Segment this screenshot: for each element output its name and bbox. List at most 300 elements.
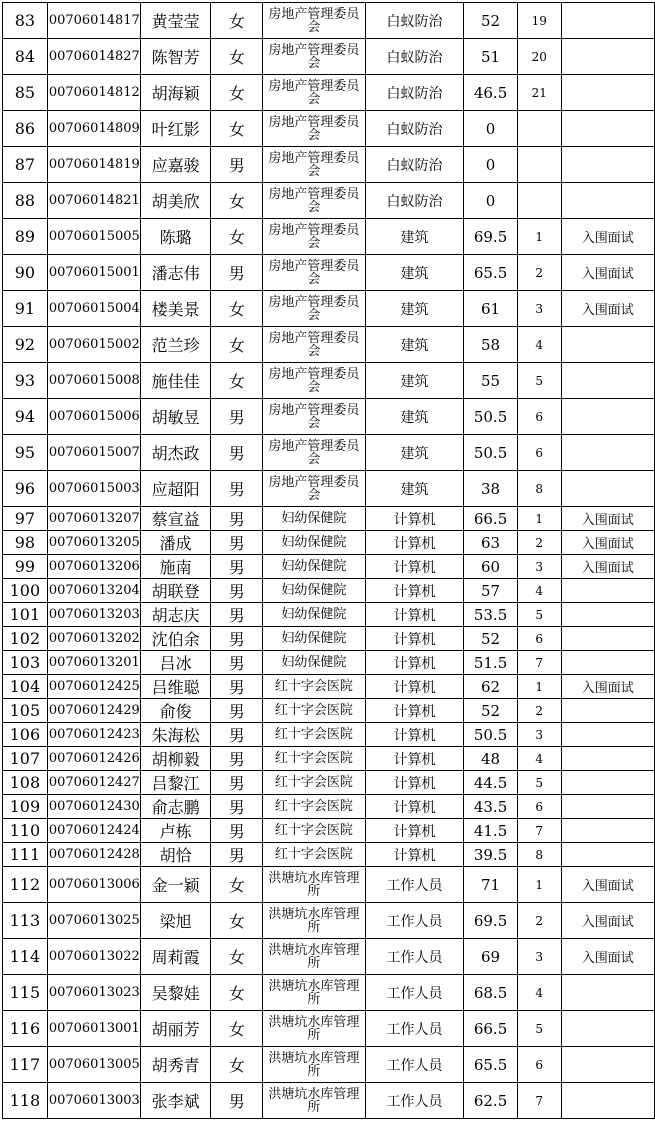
row-number: 110 <box>3 819 48 843</box>
row-number: 96 <box>3 471 48 507</box>
exam-rank: 8 <box>517 843 561 867</box>
candidate-name: 吕冰 <box>140 651 211 675</box>
table-row <box>3 603 655 627</box>
exam-rank: 3 <box>517 555 561 579</box>
candidate-id: 00706014827 <box>47 39 140 75</box>
exam-score: 51.5 <box>464 651 518 675</box>
exam-score: 58 <box>464 327 518 363</box>
employer-unit: 妇幼保健院 <box>263 603 366 627</box>
candidate-name: 胡敏昱 <box>140 399 211 435</box>
candidate-name: 胡丽芳 <box>140 1011 211 1047</box>
table-row <box>3 1047 655 1083</box>
candidate-name: 潘成 <box>140 531 211 555</box>
job-position: 计算机 <box>365 627 463 651</box>
candidate-name: 陈璐 <box>140 219 211 255</box>
candidate-id: 00706013003 <box>47 1083 140 1119</box>
candidate-name: 梁旭 <box>140 903 211 939</box>
job-position: 白蚁防治 <box>365 3 463 39</box>
interview-note <box>561 843 654 867</box>
row-number: 94 <box>3 399 48 435</box>
candidate-id: 00706014817 <box>47 3 140 39</box>
exam-rank: 19 <box>517 3 561 39</box>
job-position: 工作人员 <box>365 903 463 939</box>
row-number: 103 <box>3 651 48 675</box>
candidate-id: 00706015007 <box>47 435 140 471</box>
exam-score: 51 <box>464 39 518 75</box>
candidate-gender: 男 <box>211 795 263 819</box>
table-row <box>3 843 655 867</box>
row-number: 91 <box>3 291 48 327</box>
table-row <box>3 903 655 939</box>
interview-note: 入围面试 <box>561 867 654 903</box>
interview-note: 入围面试 <box>561 255 654 291</box>
candidate-name: 施佳佳 <box>140 363 211 399</box>
job-position: 计算机 <box>365 555 463 579</box>
exam-rank: 7 <box>517 819 561 843</box>
candidate-name: 蔡宣益 <box>140 507 211 531</box>
job-position: 计算机 <box>365 675 463 699</box>
candidate-name: 楼美景 <box>140 291 211 327</box>
employer-unit: 房地产管理委员会 <box>263 111 366 147</box>
exam-score: 71 <box>464 867 518 903</box>
job-position: 计算机 <box>365 747 463 771</box>
employer-unit: 房地产管理委员会 <box>263 75 366 111</box>
candidate-id: 00706015002 <box>47 327 140 363</box>
exam-score: 65.5 <box>464 255 518 291</box>
table-row <box>3 363 655 399</box>
table-row <box>3 39 655 75</box>
exam-score: 66.5 <box>464 1011 518 1047</box>
interview-note <box>561 399 654 435</box>
employer-unit: 洪塘坑水库管理所 <box>263 903 366 939</box>
interview-note: 入围面试 <box>561 939 654 975</box>
exam-rank <box>517 111 561 147</box>
employer-unit: 洪塘坑水库管理所 <box>263 1083 366 1119</box>
row-number: 108 <box>3 771 48 795</box>
candidate-name: 卢栋 <box>140 819 211 843</box>
row-number: 106 <box>3 723 48 747</box>
table-row <box>3 327 655 363</box>
candidate-name: 朱海松 <box>140 723 211 747</box>
row-number: 95 <box>3 435 48 471</box>
candidate-name: 陈智芳 <box>140 39 211 75</box>
interview-note <box>561 603 654 627</box>
row-number: 117 <box>3 1047 48 1083</box>
row-number: 93 <box>3 363 48 399</box>
candidate-id: 00706015008 <box>47 363 140 399</box>
candidate-name: 范兰珍 <box>140 327 211 363</box>
exam-score: 62 <box>464 675 518 699</box>
exam-score: 50.5 <box>464 399 518 435</box>
row-number: 102 <box>3 627 48 651</box>
table-row <box>3 507 655 531</box>
candidate-name: 胡美欣 <box>140 183 211 219</box>
candidate-gender: 男 <box>211 699 263 723</box>
employer-unit: 红十字会医院 <box>263 843 366 867</box>
employer-unit: 妇幼保健院 <box>263 579 366 603</box>
candidate-gender: 女 <box>211 939 263 975</box>
candidate-name: 胡秀青 <box>140 1047 211 1083</box>
employer-unit: 房地产管理委员会 <box>263 255 366 291</box>
table-row <box>3 1011 655 1047</box>
exam-rank: 5 <box>517 603 561 627</box>
employer-unit: 房地产管理委员会 <box>263 183 366 219</box>
job-position: 白蚁防治 <box>365 111 463 147</box>
candidate-id: 00706013022 <box>47 939 140 975</box>
row-number: 86 <box>3 111 48 147</box>
exam-rank: 7 <box>517 651 561 675</box>
employer-unit: 房地产管理委员会 <box>263 39 366 75</box>
interview-note <box>561 39 654 75</box>
candidate-id: 00706012423 <box>47 723 140 747</box>
interview-note <box>561 1011 654 1047</box>
exam-rank: 6 <box>517 795 561 819</box>
employer-unit: 房地产管理委员会 <box>263 219 366 255</box>
interview-note: 入围面试 <box>561 291 654 327</box>
row-number: 109 <box>3 795 48 819</box>
interview-note <box>561 627 654 651</box>
employer-unit: 红十字会医院 <box>263 771 366 795</box>
exam-rank: 6 <box>517 627 561 651</box>
candidate-gender: 女 <box>211 867 263 903</box>
exam-score: 68.5 <box>464 975 518 1011</box>
table-row <box>3 651 655 675</box>
table-row <box>3 771 655 795</box>
exam-score: 52 <box>464 699 518 723</box>
interview-note <box>561 75 654 111</box>
candidate-name: 胡海颖 <box>140 75 211 111</box>
candidate-id: 00706015006 <box>47 399 140 435</box>
table-row <box>3 579 655 603</box>
exam-score: 60 <box>464 555 518 579</box>
exam-rank <box>517 147 561 183</box>
job-position: 白蚁防治 <box>365 39 463 75</box>
job-position: 工作人员 <box>365 1011 463 1047</box>
exam-score: 69.5 <box>464 219 518 255</box>
job-position: 计算机 <box>365 603 463 627</box>
table-row <box>3 867 655 903</box>
results-table-body <box>3 3 655 1119</box>
table-row <box>3 747 655 771</box>
candidate-id: 00706014809 <box>47 111 140 147</box>
job-position: 工作人员 <box>365 1083 463 1119</box>
employer-unit: 房地产管理委员会 <box>263 399 366 435</box>
exam-score: 48 <box>464 747 518 771</box>
table-row <box>3 255 655 291</box>
row-number: 113 <box>3 903 48 939</box>
exam-score: 53.5 <box>464 603 518 627</box>
interview-note <box>561 471 654 507</box>
candidate-gender: 男 <box>211 723 263 747</box>
exam-score: 0 <box>464 147 518 183</box>
candidate-id: 00706012426 <box>47 747 140 771</box>
row-number: 84 <box>3 39 48 75</box>
candidate-id: 00706014819 <box>47 147 140 183</box>
job-position: 计算机 <box>365 651 463 675</box>
employer-unit: 房地产管理委员会 <box>263 147 366 183</box>
job-position: 工作人员 <box>365 975 463 1011</box>
candidate-id: 00706013025 <box>47 903 140 939</box>
candidate-name: 周莉霞 <box>140 939 211 975</box>
table-row <box>3 3 655 39</box>
candidate-id: 00706012429 <box>47 699 140 723</box>
candidate-gender: 女 <box>211 1047 263 1083</box>
employer-unit: 洪塘坑水库管理所 <box>263 1011 366 1047</box>
job-position: 白蚁防治 <box>365 147 463 183</box>
candidate-gender: 男 <box>211 627 263 651</box>
row-number: 105 <box>3 699 48 723</box>
candidate-gender: 男 <box>211 507 263 531</box>
job-position: 建筑 <box>365 291 463 327</box>
row-number: 83 <box>3 3 48 39</box>
candidate-id: 00706013001 <box>47 1011 140 1047</box>
job-position: 工作人员 <box>365 939 463 975</box>
exam-rank: 8 <box>517 471 561 507</box>
table-row <box>3 819 655 843</box>
exam-rank: 5 <box>517 363 561 399</box>
employer-unit: 房地产管理委员会 <box>263 471 366 507</box>
employer-unit: 妇幼保健院 <box>263 627 366 651</box>
employer-unit: 红十字会医院 <box>263 675 366 699</box>
exam-score: 57 <box>464 579 518 603</box>
job-position: 白蚁防治 <box>365 75 463 111</box>
exam-score: 41.5 <box>464 819 518 843</box>
interview-note <box>561 3 654 39</box>
interview-note <box>561 723 654 747</box>
job-position: 计算机 <box>365 507 463 531</box>
job-position: 建筑 <box>365 471 463 507</box>
exam-rank: 2 <box>517 699 561 723</box>
candidate-gender: 女 <box>211 975 263 1011</box>
candidate-gender: 男 <box>211 555 263 579</box>
candidate-gender: 男 <box>211 435 263 471</box>
row-number: 116 <box>3 1011 48 1047</box>
interview-note <box>561 1083 654 1119</box>
candidate-id: 00706012427 <box>47 771 140 795</box>
row-number: 104 <box>3 675 48 699</box>
exam-score: 0 <box>464 183 518 219</box>
employer-unit: 红十字会医院 <box>263 747 366 771</box>
candidate-name: 应超阳 <box>140 471 211 507</box>
table-row <box>3 183 655 219</box>
candidate-gender: 女 <box>211 183 263 219</box>
job-position: 建筑 <box>365 435 463 471</box>
interview-note: 入围面试 <box>561 507 654 531</box>
candidate-gender: 女 <box>211 39 263 75</box>
job-position: 建筑 <box>365 399 463 435</box>
candidate-gender: 男 <box>211 675 263 699</box>
employer-unit: 房地产管理委员会 <box>263 291 366 327</box>
interview-note: 入围面试 <box>561 219 654 255</box>
candidate-id: 00706013005 <box>47 1047 140 1083</box>
interview-note: 入围面试 <box>561 531 654 555</box>
candidate-id: 00706012430 <box>47 795 140 819</box>
exam-rank: 1 <box>517 675 561 699</box>
employer-unit: 红十字会医院 <box>263 699 366 723</box>
table-row <box>3 723 655 747</box>
table-row <box>3 795 655 819</box>
exam-rank: 3 <box>517 723 561 747</box>
employer-unit: 红十字会医院 <box>263 819 366 843</box>
table-row <box>3 399 655 435</box>
candidate-id: 00706014821 <box>47 183 140 219</box>
exam-rank: 5 <box>517 771 561 795</box>
candidate-gender: 男 <box>211 747 263 771</box>
employer-unit: 洪塘坑水库管理所 <box>263 867 366 903</box>
interview-note <box>561 435 654 471</box>
table-row <box>3 627 655 651</box>
exam-score: 63 <box>464 531 518 555</box>
candidate-gender: 女 <box>211 363 263 399</box>
candidate-gender: 女 <box>211 1011 263 1047</box>
interview-note <box>561 1047 654 1083</box>
candidate-gender: 男 <box>211 771 263 795</box>
job-position: 计算机 <box>365 699 463 723</box>
table-row <box>3 699 655 723</box>
employer-unit: 房地产管理委员会 <box>263 435 366 471</box>
exam-score: 39.5 <box>464 843 518 867</box>
row-number: 115 <box>3 975 48 1011</box>
exam-score: 46.5 <box>464 75 518 111</box>
exam-rank: 2 <box>517 255 561 291</box>
exam-score: 0 <box>464 111 518 147</box>
candidate-id: 00706013006 <box>47 867 140 903</box>
exam-rank: 1 <box>517 219 561 255</box>
exam-score: 65.5 <box>464 1047 518 1083</box>
candidate-gender: 女 <box>211 291 263 327</box>
table-row <box>3 219 655 255</box>
candidate-id: 00706013203 <box>47 603 140 627</box>
candidate-id: 00706013207 <box>47 507 140 531</box>
table-row <box>3 975 655 1011</box>
exam-rank: 3 <box>517 291 561 327</box>
exam-score: 55 <box>464 363 518 399</box>
interview-note <box>561 183 654 219</box>
candidate-gender: 男 <box>211 399 263 435</box>
row-number: 88 <box>3 183 48 219</box>
candidate-name: 胡柳毅 <box>140 747 211 771</box>
interview-note <box>561 771 654 795</box>
exam-score: 43.5 <box>464 795 518 819</box>
employer-unit: 房地产管理委员会 <box>263 3 366 39</box>
row-number: 97 <box>3 507 48 531</box>
candidate-name: 吕黎江 <box>140 771 211 795</box>
candidate-name: 施南 <box>140 555 211 579</box>
candidate-id: 00706014812 <box>47 75 140 111</box>
candidate-id: 00706012428 <box>47 843 140 867</box>
exam-score: 69.5 <box>464 903 518 939</box>
exam-rank: 2 <box>517 531 561 555</box>
row-number: 87 <box>3 147 48 183</box>
row-number: 107 <box>3 747 48 771</box>
employer-unit: 妇幼保健院 <box>263 507 366 531</box>
candidate-name: 胡恰 <box>140 843 211 867</box>
candidate-gender: 男 <box>211 603 263 627</box>
exam-rank: 21 <box>517 75 561 111</box>
candidate-id: 00706015003 <box>47 471 140 507</box>
exam-score: 52 <box>464 3 518 39</box>
exam-score: 69 <box>464 939 518 975</box>
interview-note: 入围面试 <box>561 555 654 579</box>
exam-rank: 4 <box>517 327 561 363</box>
job-position: 建筑 <box>365 255 463 291</box>
exam-score: 61 <box>464 291 518 327</box>
candidate-id: 00706012425 <box>47 675 140 699</box>
candidate-gender: 男 <box>211 651 263 675</box>
table-row <box>3 1083 655 1119</box>
exam-rank: 2 <box>517 903 561 939</box>
job-position: 工作人员 <box>365 1047 463 1083</box>
candidate-name: 胡志庆 <box>140 603 211 627</box>
candidate-gender: 男 <box>211 471 263 507</box>
interview-note <box>561 147 654 183</box>
candidate-name: 俞俊 <box>140 699 211 723</box>
interview-note: 入围面试 <box>561 903 654 939</box>
candidate-id: 00706013023 <box>47 975 140 1011</box>
candidate-name: 潘志伟 <box>140 255 211 291</box>
row-number: 112 <box>3 867 48 903</box>
employer-unit: 房地产管理委员会 <box>263 327 366 363</box>
candidate-name: 金一颖 <box>140 867 211 903</box>
candidate-id: 00706015001 <box>47 255 140 291</box>
exam-score: 62.5 <box>464 1083 518 1119</box>
employer-unit: 红十字会医院 <box>263 795 366 819</box>
employer-unit: 洪塘坑水库管理所 <box>263 975 366 1011</box>
interview-note <box>561 747 654 771</box>
job-position: 建筑 <box>365 363 463 399</box>
candidate-name: 张李斌 <box>140 1083 211 1119</box>
row-number: 98 <box>3 531 48 555</box>
job-position: 计算机 <box>365 723 463 747</box>
candidate-name: 胡联登 <box>140 579 211 603</box>
interview-note <box>561 699 654 723</box>
candidate-gender: 女 <box>211 219 263 255</box>
exam-rank: 6 <box>517 435 561 471</box>
candidate-name: 应嘉骏 <box>140 147 211 183</box>
exam-rank: 7 <box>517 1083 561 1119</box>
job-position: 建筑 <box>365 327 463 363</box>
candidate-gender: 男 <box>211 579 263 603</box>
interview-note <box>561 363 654 399</box>
candidate-id: 00706013201 <box>47 651 140 675</box>
candidate-id: 00706013205 <box>47 531 140 555</box>
table-row <box>3 555 655 579</box>
candidate-id: 00706013204 <box>47 579 140 603</box>
interview-note <box>561 795 654 819</box>
results-table <box>2 2 655 1119</box>
exam-score: 50.5 <box>464 435 518 471</box>
candidate-name: 吴黎娃 <box>140 975 211 1011</box>
candidate-gender: 男 <box>211 531 263 555</box>
row-number: 100 <box>3 579 48 603</box>
table-row <box>3 471 655 507</box>
table-row <box>3 291 655 327</box>
job-position: 计算机 <box>365 795 463 819</box>
job-position: 计算机 <box>365 819 463 843</box>
exam-score: 44.5 <box>464 771 518 795</box>
exam-score: 50.5 <box>464 723 518 747</box>
candidate-id: 00706015005 <box>47 219 140 255</box>
candidate-gender: 女 <box>211 327 263 363</box>
job-position: 白蚁防治 <box>365 183 463 219</box>
interview-note <box>561 819 654 843</box>
employer-unit: 妇幼保健院 <box>263 531 366 555</box>
job-position: 计算机 <box>365 771 463 795</box>
interview-note <box>561 111 654 147</box>
exam-score: 38 <box>464 471 518 507</box>
interview-note <box>561 651 654 675</box>
exam-score: 66.5 <box>464 507 518 531</box>
